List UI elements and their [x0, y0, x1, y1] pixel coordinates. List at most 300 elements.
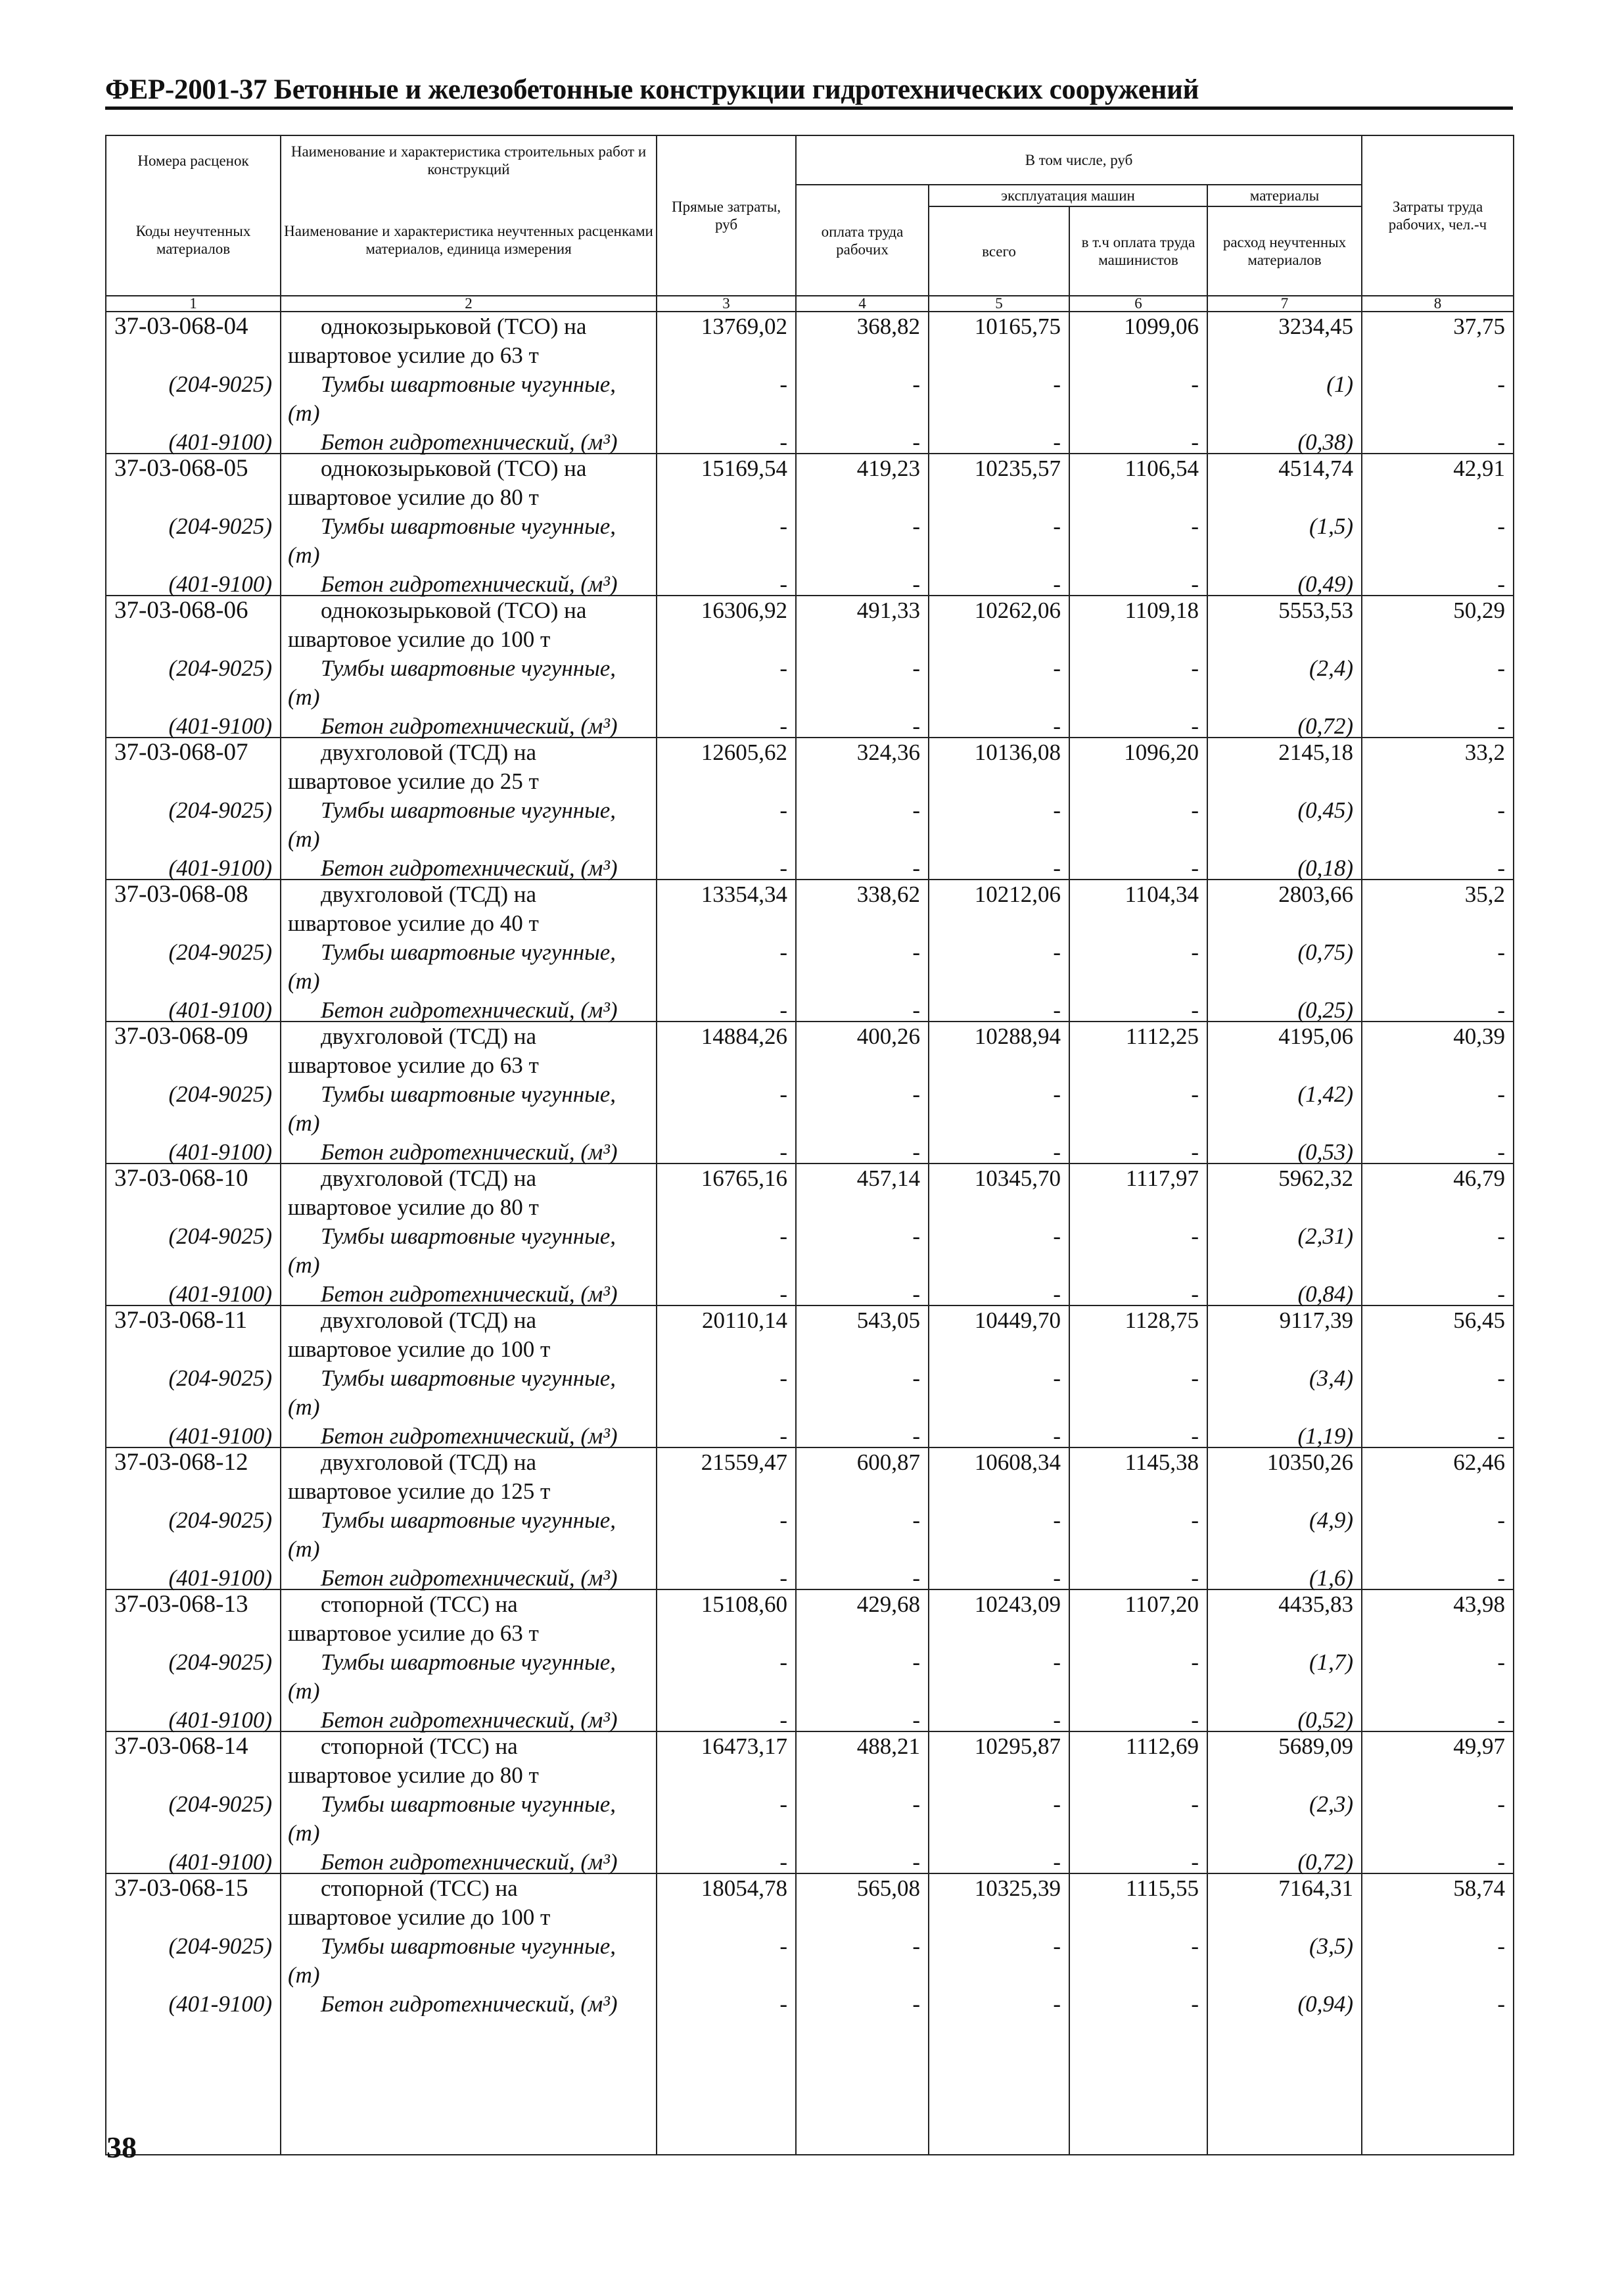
- dash: -: [1191, 1223, 1199, 1249]
- mach-labor-value: 1096,20: [1124, 740, 1199, 765]
- table-row: [797, 312, 928, 454]
- spacer: [797, 399, 928, 428]
- col-mach-labor: [1069, 312, 1207, 2016]
- header-including: В том числе, руб: [796, 135, 1362, 185]
- spacer: [106, 1619, 280, 1648]
- spacer: [1208, 541, 1361, 570]
- col-number: 8: [1362, 296, 1514, 312]
- table-row: [1208, 454, 1361, 596]
- spacer: [106, 541, 280, 570]
- dash: -: [912, 1707, 920, 1733]
- mach-labor-value: 1112,25: [1125, 1023, 1199, 1049]
- table-row: [281, 1448, 656, 1590]
- header-operator-pay: в т.ч оплата труда машинистов: [1069, 206, 1207, 296]
- dash: -: [912, 1281, 920, 1307]
- work-name: двухголовой (ТСД) на: [321, 1449, 537, 1475]
- material-name: Тумбы швартовные чугунные,: [321, 513, 616, 539]
- table-row: [1208, 880, 1361, 1022]
- spacer: [106, 767, 280, 796]
- mach-total-value: 10288,94: [974, 1023, 1061, 1049]
- dash: -: [1191, 1849, 1199, 1875]
- material-qty: (3,4): [1309, 1365, 1354, 1391]
- material-unit: (т): [288, 1110, 320, 1136]
- spacer: [929, 1761, 1069, 1790]
- dash: -: [1191, 371, 1199, 397]
- table-row: [106, 312, 280, 454]
- spacer: [1362, 1251, 1513, 1280]
- header-material-codes: Коды неучтенных материалов: [106, 185, 281, 296]
- dash: -: [1497, 1649, 1506, 1675]
- page-number: 38: [106, 2130, 137, 2164]
- dash: -: [1191, 1365, 1199, 1391]
- spacer: [1362, 767, 1513, 796]
- table-row: [1070, 880, 1207, 1022]
- spacer: [106, 683, 280, 712]
- spacer: [929, 1109, 1069, 1138]
- table-filler: [929, 2016, 1069, 2155]
- work-name: швартовое усилие до 100 т: [288, 626, 551, 652]
- material-name: Тумбы швартовные чугунные,: [321, 1649, 616, 1675]
- dash: -: [779, 1139, 787, 1165]
- table-row: [1362, 1306, 1513, 1448]
- spacer: [1208, 341, 1361, 370]
- spacer: [1070, 909, 1207, 938]
- labor-value: 419,23: [856, 456, 920, 481]
- material-code: (204-9025): [168, 1365, 272, 1391]
- table-row: [106, 1306, 280, 1448]
- dash: -: [1053, 1707, 1061, 1733]
- spacer: [1070, 1193, 1207, 1222]
- spacer: [1070, 1961, 1207, 1990]
- header-machines: эксплуатация машин: [929, 185, 1207, 206]
- material-qty: (1,6): [1309, 1565, 1354, 1591]
- spacer: [106, 1535, 280, 1564]
- spacer: [1208, 399, 1361, 428]
- spacer: [1362, 1477, 1513, 1506]
- table-row: [1362, 1732, 1513, 1874]
- dash: -: [1053, 1933, 1061, 1959]
- spacer: [929, 399, 1069, 428]
- spacer: [1208, 1051, 1361, 1080]
- spacer: [1070, 1477, 1207, 1506]
- mach-total-value: 10243,09: [974, 1591, 1061, 1617]
- mach-total-value: 10345,70: [974, 1165, 1061, 1191]
- material-code: (204-9025): [168, 939, 272, 965]
- spacer: [797, 1193, 928, 1222]
- labor-value: 400,26: [856, 1023, 920, 1049]
- spacer: [1208, 967, 1361, 996]
- header-materials: материалы: [1207, 185, 1362, 206]
- spacer: [797, 1251, 928, 1280]
- spacer: [657, 767, 795, 796]
- spacer: [797, 341, 928, 370]
- table-row: [657, 880, 795, 1022]
- spacer: [797, 1335, 928, 1364]
- spacer: [657, 1619, 795, 1648]
- materials-cost: 4195,06: [1278, 1023, 1354, 1049]
- dash: -: [779, 713, 787, 739]
- dash: -: [1497, 371, 1506, 397]
- table-row: [797, 1164, 928, 1306]
- table-row: [929, 1448, 1069, 1590]
- table-row: [1362, 1874, 1513, 2016]
- material-name: Бетон гидротехнический, (м³): [321, 1991, 618, 2016]
- dash: -: [779, 1365, 787, 1391]
- rate-code: 37-03-068-11: [114, 1307, 248, 1334]
- material-qty: (0,18): [1297, 855, 1354, 881]
- table-row: [657, 1874, 795, 2016]
- material-code: (401-9100): [168, 1849, 272, 1875]
- dash: -: [912, 1507, 920, 1533]
- spacer: [657, 541, 795, 570]
- material-name: Тумбы швартовные чугунные,: [321, 1791, 616, 1817]
- dash: -: [1497, 1139, 1506, 1165]
- spacer: [1362, 967, 1513, 996]
- spacer: [1070, 1051, 1207, 1080]
- table-row: [797, 1448, 928, 1590]
- spacer: [1208, 1477, 1361, 1506]
- mach-total-value: 10235,57: [974, 456, 1061, 481]
- dash: -: [1053, 1223, 1061, 1249]
- spacer: [106, 967, 280, 996]
- dash: -: [912, 1991, 920, 2016]
- work-name: однокозырьковой (ТСО) на: [321, 314, 587, 339]
- material-name: Бетон гидротехнический, (м³): [321, 1707, 618, 1733]
- dash: -: [912, 429, 920, 455]
- dash: -: [912, 1791, 920, 1817]
- spacer: [106, 1677, 280, 1706]
- table-row: [929, 1590, 1069, 1732]
- spacer: [106, 1761, 280, 1790]
- spacer: [1208, 825, 1361, 854]
- material-name: Тумбы швартовные чугунные,: [321, 1223, 616, 1249]
- table-row: [929, 1164, 1069, 1306]
- spacer: [929, 1477, 1069, 1506]
- spacer: [797, 825, 928, 854]
- spacer: [657, 1477, 795, 1506]
- table-row: [1070, 1732, 1207, 1874]
- work-name: двухголовой (ТСД) на: [321, 1023, 537, 1049]
- work-name: швартовое усилие до 100 т: [288, 1336, 551, 1362]
- material-code: (204-9025): [168, 1649, 272, 1675]
- spacer: [1362, 1761, 1513, 1790]
- work-name: однокозырьковой (ТСО) на: [321, 456, 587, 481]
- table-row: [1208, 312, 1361, 454]
- spacer: [1070, 399, 1207, 428]
- table-row: [1208, 1164, 1361, 1306]
- table-row: [929, 1022, 1069, 1164]
- spacer: [1070, 483, 1207, 512]
- header-direct-costs: Прямые затраты, руб: [657, 135, 796, 296]
- table-row: [281, 880, 656, 1022]
- spacer: [1362, 683, 1513, 712]
- dash: -: [912, 1649, 920, 1675]
- spacer: [657, 1393, 795, 1422]
- header-machines-total: всего: [929, 206, 1069, 296]
- spacer: [1362, 399, 1513, 428]
- material-unit: (т): [288, 684, 320, 710]
- spacer: [1208, 1819, 1361, 1848]
- direct-value: 15169,54: [701, 456, 787, 481]
- rates-table: [105, 135, 1514, 2155]
- mach-labor-value: 1107,20: [1125, 1591, 1199, 1617]
- spacer: [1208, 483, 1361, 512]
- table-row: [106, 1022, 280, 1164]
- spacer: [1362, 1819, 1513, 1848]
- table-row: [797, 880, 928, 1022]
- dash: -: [1053, 713, 1061, 739]
- material-code: (204-9025): [168, 1081, 272, 1107]
- direct-value: 16473,17: [701, 1733, 787, 1759]
- table-row: [106, 1732, 280, 1874]
- labor-value: 368,82: [856, 314, 920, 339]
- direct-value: 12605,62: [701, 740, 787, 765]
- dash: -: [1191, 1649, 1199, 1675]
- table-row: [281, 738, 656, 880]
- spacer: [1070, 1677, 1207, 1706]
- spacer: [1208, 1193, 1361, 1222]
- mach-total-value: 10325,39: [974, 1875, 1061, 1901]
- spacer: [929, 1961, 1069, 1990]
- spacer: [1070, 967, 1207, 996]
- dash: -: [779, 1281, 787, 1307]
- table-row: [106, 1590, 280, 1732]
- material-name: Бетон гидротехнический, (м³): [321, 1281, 618, 1307]
- materials-cost: 4435,83: [1278, 1591, 1354, 1617]
- direct-value: 20110,14: [702, 1307, 787, 1333]
- mach-labor-value: 1145,38: [1125, 1449, 1199, 1475]
- hours-value: 42,91: [1453, 456, 1506, 481]
- materials-cost: 5962,32: [1278, 1165, 1354, 1191]
- col-number: 2: [281, 296, 657, 312]
- spacer: [106, 1193, 280, 1222]
- work-name: двухголовой (ТСД) на: [321, 1307, 537, 1333]
- material-qty: (1,19): [1297, 1423, 1354, 1449]
- material-qty: (2,31): [1297, 1223, 1354, 1249]
- work-name: швартовое усилие до 125 т: [288, 1478, 551, 1504]
- table-row: [1070, 738, 1207, 880]
- dash: -: [1191, 1507, 1199, 1533]
- work-name: однокозырьковой (ТСО) на: [321, 598, 587, 623]
- hours-value: 62,46: [1453, 1449, 1506, 1475]
- table-row: [1070, 1306, 1207, 1448]
- spacer: [929, 1535, 1069, 1564]
- spacer: [797, 1819, 928, 1848]
- spacer: [929, 683, 1069, 712]
- material-name: Бетон гидротехнический, (м³): [321, 1423, 618, 1449]
- material-code: (401-9100): [168, 1281, 272, 1307]
- material-code: (204-9025): [168, 1223, 272, 1249]
- mach-labor-value: 1104,34: [1125, 882, 1199, 907]
- table-row: [657, 454, 795, 596]
- dash: -: [1497, 571, 1506, 597]
- material-qty: (0,53): [1297, 1139, 1354, 1165]
- direct-value: 21559,47: [701, 1449, 787, 1475]
- hours-value: 50,29: [1453, 598, 1506, 623]
- spacer: [657, 1761, 795, 1790]
- material-unit: (т): [288, 400, 320, 426]
- spacer: [657, 1819, 795, 1848]
- spacer: [657, 1535, 795, 1564]
- spacer: [1362, 483, 1513, 512]
- table-row: [281, 454, 656, 596]
- dash: -: [1191, 429, 1199, 455]
- dash: -: [779, 997, 787, 1023]
- spacer: [1208, 1393, 1361, 1422]
- spacer: [1070, 1619, 1207, 1648]
- spacer: [797, 767, 928, 796]
- spacer: [1070, 1251, 1207, 1280]
- spacer: [657, 625, 795, 654]
- spacer: [657, 967, 795, 996]
- dash: -: [1497, 1365, 1506, 1391]
- spacer: [1070, 683, 1207, 712]
- header-worker-pay: оплата труда рабочих: [796, 185, 929, 296]
- table-row: [281, 1874, 656, 2016]
- spacer: [1208, 1677, 1361, 1706]
- spacer: [1362, 1619, 1513, 1648]
- table-row: [929, 1874, 1069, 2016]
- spacer: [1362, 1535, 1513, 1564]
- dash: -: [779, 1933, 787, 1959]
- material-name: Тумбы швартовные чугунные,: [321, 1933, 616, 1959]
- dash: -: [912, 1139, 920, 1165]
- dash: -: [912, 1365, 920, 1391]
- material-qty: (0,94): [1297, 1991, 1354, 2016]
- material-name: Бетон гидротехнический, (м³): [321, 571, 618, 597]
- spacer: [1362, 1903, 1513, 1932]
- dash: -: [1191, 797, 1199, 823]
- dash: -: [1053, 1365, 1061, 1391]
- spacer: [106, 399, 280, 428]
- table-row: [1362, 738, 1513, 880]
- spacer: [657, 483, 795, 512]
- dash: -: [1053, 1991, 1061, 2016]
- spacer: [1362, 909, 1513, 938]
- materials-cost: 10350,26: [1266, 1449, 1354, 1475]
- spacer: [797, 1677, 928, 1706]
- spacer: [657, 825, 795, 854]
- table-row: [1362, 1448, 1513, 1590]
- hours-value: 43,98: [1453, 1591, 1506, 1617]
- dash: -: [1191, 655, 1199, 681]
- spacer: [657, 1961, 795, 1990]
- direct-value: 13354,34: [701, 882, 787, 907]
- material-code: (401-9100): [168, 1423, 272, 1449]
- spacer: [106, 1251, 280, 1280]
- dash: -: [779, 1991, 787, 2016]
- spacer: [929, 1335, 1069, 1364]
- dash: -: [1053, 797, 1061, 823]
- table-row: [929, 738, 1069, 880]
- table-row: [1208, 1022, 1361, 1164]
- work-name: стопорной (ТСС) на: [321, 1875, 518, 1901]
- material-name: Бетон гидротехнический, (м³): [321, 713, 618, 739]
- table-filler: [1207, 2016, 1362, 2155]
- spacer: [1362, 825, 1513, 854]
- spacer: [929, 1619, 1069, 1648]
- labor-value: 565,08: [856, 1875, 920, 1901]
- spacer: [657, 1677, 795, 1706]
- spacer: [1208, 1109, 1361, 1138]
- spacer: [106, 1109, 280, 1138]
- material-qty: (0,49): [1297, 571, 1354, 597]
- material-qty: (0,84): [1297, 1281, 1354, 1307]
- rate-code: 37-03-068-04: [114, 313, 248, 340]
- dash: -: [912, 797, 920, 823]
- material-qty: (1): [1326, 371, 1354, 397]
- rate-code: 37-03-068-14: [114, 1733, 248, 1760]
- dash: -: [912, 1933, 920, 1959]
- material-unit: (т): [288, 542, 320, 568]
- table-row: [797, 454, 928, 596]
- spacer: [1208, 1961, 1361, 1990]
- table-row: [929, 880, 1069, 1022]
- labor-value: 543,05: [856, 1307, 920, 1333]
- spacer: [1070, 1393, 1207, 1422]
- material-qty: (1,42): [1297, 1081, 1354, 1107]
- rate-code: 37-03-068-08: [114, 881, 248, 908]
- spacer: [929, 909, 1069, 938]
- spacer: [929, 1251, 1069, 1280]
- dash: -: [1497, 1423, 1506, 1449]
- col-number: 3: [657, 296, 796, 312]
- rate-code: 37-03-068-10: [114, 1165, 248, 1192]
- spacer: [106, 1961, 280, 1990]
- hours-value: 37,75: [1453, 314, 1506, 339]
- spacer: [1208, 625, 1361, 654]
- table-row: [797, 1022, 928, 1164]
- dash: -: [1497, 655, 1506, 681]
- mach-total-value: 10165,75: [974, 314, 1061, 339]
- dash: -: [1053, 655, 1061, 681]
- spacer: [797, 1535, 928, 1564]
- spacer: [657, 1335, 795, 1364]
- dash: -: [1053, 571, 1061, 597]
- material-name: Тумбы швартовные чугунные,: [321, 1081, 616, 1107]
- table-row: [1208, 1590, 1361, 1732]
- labor-value: 491,33: [856, 598, 920, 623]
- mach-labor-value: 1099,06: [1124, 314, 1199, 339]
- dash: -: [1497, 997, 1506, 1023]
- work-name: швартовое усилие до 80 т: [288, 1762, 539, 1788]
- spacer: [797, 625, 928, 654]
- rate-code: 37-03-068-13: [114, 1591, 248, 1618]
- material-unit: (т): [288, 1820, 320, 1846]
- dash: -: [1191, 571, 1199, 597]
- dash: -: [1053, 1423, 1061, 1449]
- mach-total-value: 10449,70: [974, 1307, 1061, 1333]
- dash: -: [1191, 1565, 1199, 1591]
- dash: -: [1191, 1791, 1199, 1817]
- material-qty: (4,9): [1309, 1507, 1354, 1533]
- spacer: [1070, 341, 1207, 370]
- dash: -: [1191, 1707, 1199, 1733]
- header-material-name: Наименование и характеристика неучтенных расценками материалов, единица измерения: [281, 185, 657, 296]
- table-row: [1070, 1590, 1207, 1732]
- material-qty: (0,38): [1297, 429, 1354, 455]
- spacer: [1208, 1619, 1361, 1648]
- rate-code: 37-03-068-09: [114, 1023, 248, 1050]
- dash: -: [779, 429, 787, 455]
- dash: -: [779, 1507, 787, 1533]
- materials-cost: 5689,09: [1278, 1733, 1354, 1759]
- dash: -: [779, 1423, 787, 1449]
- dash: -: [779, 1791, 787, 1817]
- dash: -: [779, 655, 787, 681]
- table-row: [1362, 454, 1513, 596]
- material-qty: (2,4): [1309, 655, 1354, 681]
